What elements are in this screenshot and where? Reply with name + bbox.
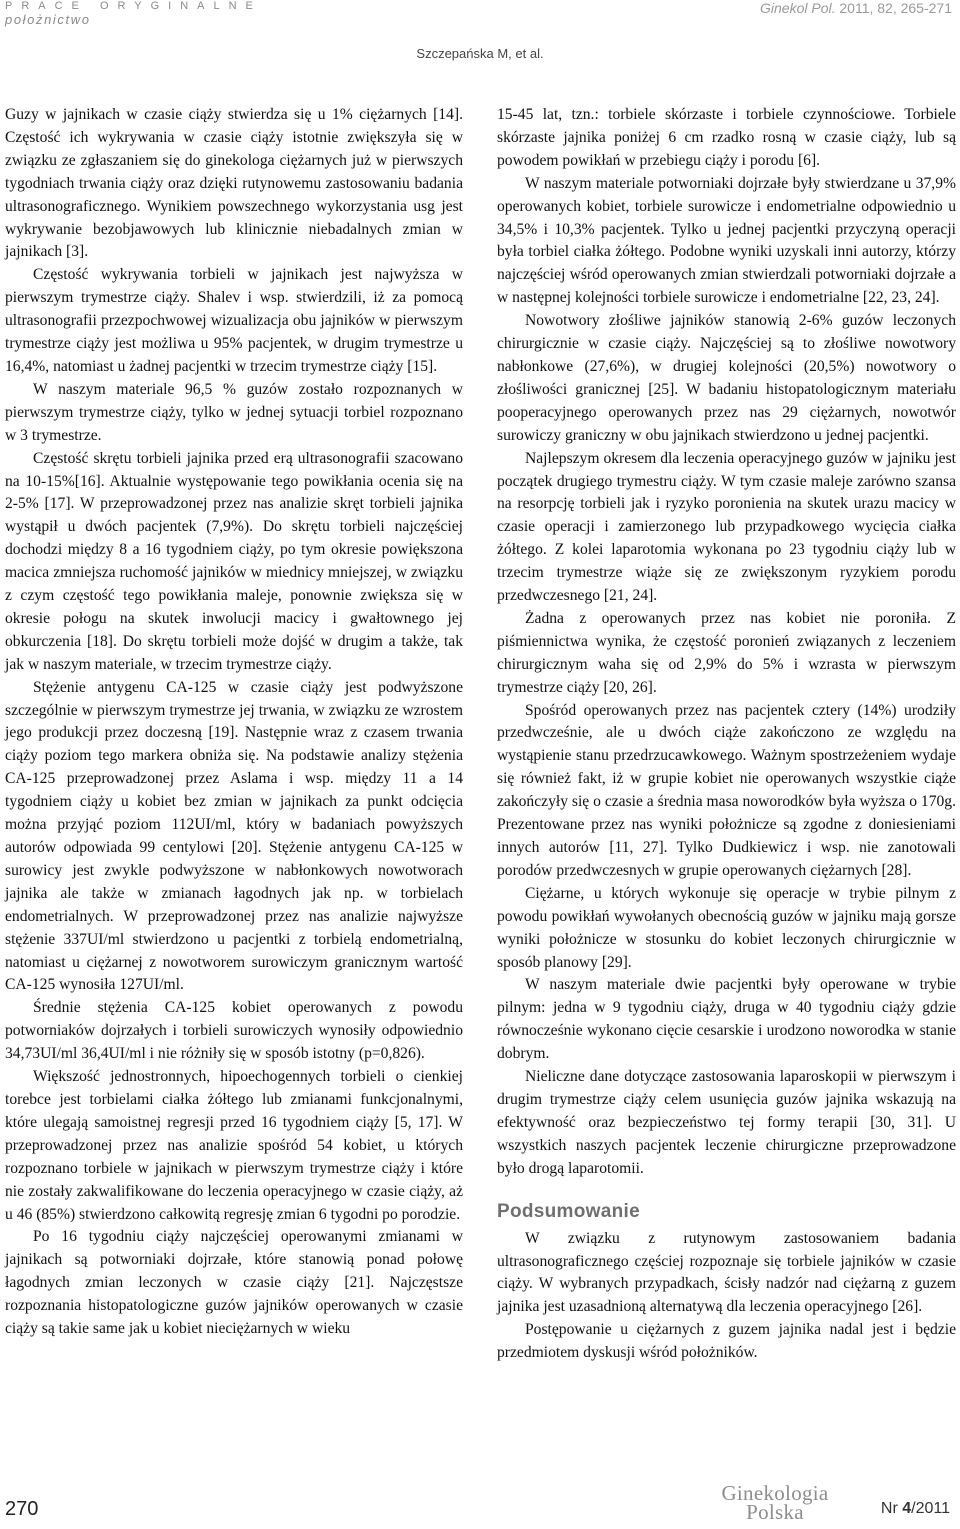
paragraph: Nieliczne dane dotyczące zastosowania laparoskopii w pierwszym i drugim trymestrze ciąży celem usunięcia guzów jajnika wskazują na efektywność oraz bezpieczeństwo tej formy terapii [30, 31]. U wszystkich naszych pacjentek leczenie chirurgiczne przeprowadzone było drogą laparotomii. <box>497 1068 956 1177</box>
paragraph: Postępowanie u ciężarnych z guzem jajnika nadal jest i będzie przedmiotem dyskusji wśród położników. <box>497 1321 956 1362</box>
issue-number: 4 <box>902 1500 912 1517</box>
paragraph: W naszym materiale 96,5 % guzów zostało rozpoznanych w pierwszym trymestrze ciąży, tylko w jednej sytuacji torbiel rozpoznano w 3 trymestrze. <box>5 380 463 444</box>
citation-details: 2011, 82, 265-271 <box>839 0 952 16</box>
paragraph: Częstość wykrywania torbieli w jajnikach jest najwyższa w pierwszym trymestrze ciąży. Shalev i wsp. stwierdzili, iż za pomocą ultrasonografii przezpochwowej wizualizacja obu jajników w pierwszym trymestrze ciąży jest możliwa u 95% pacjentek, w drugim trymestrze u 16,4%, natomiast u żadnej pacjentki w trzecim trymestrze ciąży [15]. <box>5 266 463 375</box>
section-header <box>5 0 262 27</box>
paragraph: Najlepszym okresem dla leczenia operacyjnego guzów w jajniku jest początek drugiego trymestru ciąży. W tym czasie maleje zarówno szansa na resorpcję torbieli jak i ryzyko poronienia na skutek urazu macicy w czasie operacji i zamierzonego lub przypadkowego wycięcia ciałka żółtego. Z kolei laparotomia wykonana po 23 tygodniu ciąży lub w trzecim trymestrze wiąże się ze zwiększonym ryzykiem porodu przedwczesnego [21, 24]. <box>497 449 956 605</box>
paragraph: Po 16 tygodniu ciąży najczęściej operowanymi zmianami w jajnikach są potworniaki dojrzałe, które stanowią ponad połowę łagodnych zmian leczonych w czasie ciąży [21]. Najczęstsze rozpoznania histopatologiczne guzów jajników operowanych w czasie ciąży są takie same jak u kobiet nieciężarnych w wieku <box>5 1228 463 1338</box>
page-number: 270 <box>5 1498 39 1520</box>
right-column <box>497 104 956 1365</box>
section-kicker: PRACE ORYGINALNE <box>5 0 262 12</box>
paragraph: 15-45 lat, tzn.: torbiele skórzaste i torbiele czynnościowe. Torbiele skórzaste jajnika poniżej 6 cm rzadko rosną w czasie ciąży, lub są powodem powikłań w przebiegu ciąży i porodu [6]. <box>497 106 956 169</box>
paragraph: W naszym materiale potworniaki dojrzałe były stwierdzane u 37,9% operowanych kobiet, torbiele surowicze i endometrialne odpowiednio u 34,5% i 10,3% pacjentek. Tylko u jednej pacjentki przyczyną operacji była torbiel ciałka żółtego. Podobne wyniki uzyskali inni autorzy, którzy najczęściej wśród operowanych zmian stwierdzali potworniaki dojrzałe a w następnej kolejności torbiele surowicze i endometrialne [22, 23, 24]. <box>497 174 956 307</box>
running-head-authors: Szczepańska M, et al. <box>416 46 544 61</box>
issue-prefix: Nr <box>880 1500 903 1517</box>
issue-year: /2011 <box>911 1500 950 1517</box>
left-column <box>5 104 463 1341</box>
paragraph: Nowotwory złośliwe jajników stanowią 2-6% guzów leczonych chirurgicznie w czasie ciąży. Najczęściej są to złośliwe nowotwory nabłonkowe (27,6%), w drugiej kolejności (20,5%) nowotwory o złośliwości granicznej [25]. W badaniu histopatologicznym materiału pooperacyjnego operowanych przez nas 29 ciężarnych, nowotwór surowiczy graniczny w obu jajnikach stwierdzono u jednej pacjentki. <box>497 312 956 444</box>
journal-name: Ginekol Pol. <box>760 0 836 16</box>
section-heading-summary: Podsumowanie <box>497 1200 640 1222</box>
paragraph: Żadna z operowanych przez nas kobiet nie poroniła. Z piśmiennictwa wynika, że częstość poronień związanych z leczeniem chirurgicznym waha się od 2,9% do 5% i wzrasta w pierwszym trymestrze ciąży [20, 26]. <box>497 609 956 696</box>
paragraph: Stężenie antygenu CA-125 w czasie ciąży jest podwyższone szczególnie w pierwszym trymestrze jej trwania, w związku ze wzrostem jego produkcji przez doczesną [19]. Następnie wraz z czasem trwania ciąży poziom tego markera obniża się. Na podstawie analizy stężenia CA-125 przeprowadzonej przez Aslama i wsp. między 11 a 14 tygodniem ciąży u kobiet bez zmian w jajnikach za punkt odcięcia można przyjąć poziom 112UI/ml, który w badaniach powyższych autorów odpowiada 99 centylowi [20]. Stężenie antygenu CA-125 w surowicy jest zwykle podwyższone w nabłonkowych nowotworach jajnika ale także w zmianach łagodnych jak np. w torbielach endometrialnych. W przeprowadzonej przez nas analizie najwyższe stężenie 337UI/ml stwierdzono u pacjentki z torbielą endometrialną, natomiast u ciężarnej z nowotworem surowiczym granicznym wartość CA-125 wynosiła 127UI/ml. <box>5 678 463 994</box>
paragraph: W związku z rutynowym zastosowaniem badania ultrasonograficznego częściej rozpoznaje się torbiele jajników w czasie ciąży. W wybranych przypadkach, ścisły nadzór nad ciężarną z guzem jajnika jest uzasadnioną alternatywą dla leczenia operacyjnego [26]. <box>497 1229 956 1316</box>
journal-citation <box>760 0 952 16</box>
paragraph: Ciężarne, u których wykonuje się operacje w trybie pilnym z powodu powikłań wywołanych obecnością guzów w jajniku mają gorsze wyniki położnicze w stosunku do kobiet leczonych chirurgicznie w sposób planowy [29]. <box>497 884 956 971</box>
logo-text-line1: Ginekologia <box>721 1481 829 1505</box>
issue-label <box>881 1500 950 1518</box>
logo-text-line2: Polska <box>746 1500 804 1524</box>
paragraph: Spośród operowanych przez nas pacjentek cztery (14%) urodziły przedwcześnie, ale u dwóch ciąże zakończono ze względu na wystąpienie stanu przedrzucawkowego. Ważnym spostrzeżeniem wydaje się również fakt, iż w grupie kobiet nie operowanych wszystkie ciąże zakończyły się o czasie a średnia masa noworodków była wyższa o 170g. Prezentowane przez nas wyniki położnicze są zgodne z doniesieniami innych autorów [11, 27]. Tylko Dudkiewicz i wsp. nie zanotowali porodów przedwczesnych w grupie operowanych ciężarnych [28]. <box>497 701 956 879</box>
paragraph: W naszym materiale dwie pacjentki były operowane w trybie pilnym: jedna w 9 tygodniu ciąży, druga w 40 tygodniu ciąży gdzie równocześnie wykonano cięcie cesarskie i urodzono noworodka w stanie dobrym. <box>497 976 956 1063</box>
section-name: położnictwo <box>5 12 91 27</box>
paragraph: Większość jednostronnych, hipoechogennych torbieli o cienkiej torebce jest torbielami ciałka żółtego lub zmianami funkcjonalnymi, które ulegają samoistnej regresji przed 16 tygodniem ciąży [5, 17]. W przeprowadzonej przez nas analizie spośród 54 kobiet, u których rozpoznano torbiele w jajnikach w pierwszym trymestrze ciąży i które nie zostały zakwalifikowane do leczenia operacyjnego w czasie ciąży, aż u 46 (85%) stwierdzono całkowitą regresję zmian 6 tygodni po porodzie. <box>5 1068 463 1223</box>
journal-logo <box>716 1481 834 1524</box>
paragraph: Średnie stężenia CA-125 kobiet operowanych z powodu potworniaków dojrzałych i torbieli surowiczych wynosiły odpowiednio 34,73UI/ml 36,4UI/ml i nie różniły się w sposób istotny (p=0,826). <box>5 999 463 1063</box>
paragraph: Częstość skrętu torbieli jajnika przed erą ultrasonografii szacowano na 10-15%[16]. Aktualnie występowanie tego powikłania ocenia się na 2-5% [17]. W przeprowadzonej przez nas analizie skręt torbieli jajnika wystąpił u dwóch pacjentek (7,9%). Do skrętu torbieli najczęściej dochodzi między 8 a 16 tygodniem ciąży, po tym okresie powiększona macica zmniejsza ruchomość jajników w miednicy mniejszej, w związku z czym częstość tego powikłania maleje, ponownie zwiększa się w okresie połogu na skutek inwolucji macicy i gwałtownego jej obkurczenia [18]. Do skrętu torbieli może dojść w drugim a także, tak jak w naszym materiale, w trzecim trymestrze ciąży. <box>5 449 463 673</box>
paragraph: Guzy w jajnikach w czasie ciąży stwierdza się u 1% ciężarnych [14]. Częstość ich wykrywania w czasie ciąży istotnie zwiększyła się w związku ze zgłaszaniem się do ginekologa ciężarnych już w pierwszych tygodniach trwania ciąży oraz dzięki rutynowemu zastosowaniu badania ultrasonograficznego. Wynikiem powszechnego wykorzystania usg jest wykrywanie bezobjawowych lub klinicznie niebadalnych zmian w jajnikach [3]. <box>5 106 463 261</box>
